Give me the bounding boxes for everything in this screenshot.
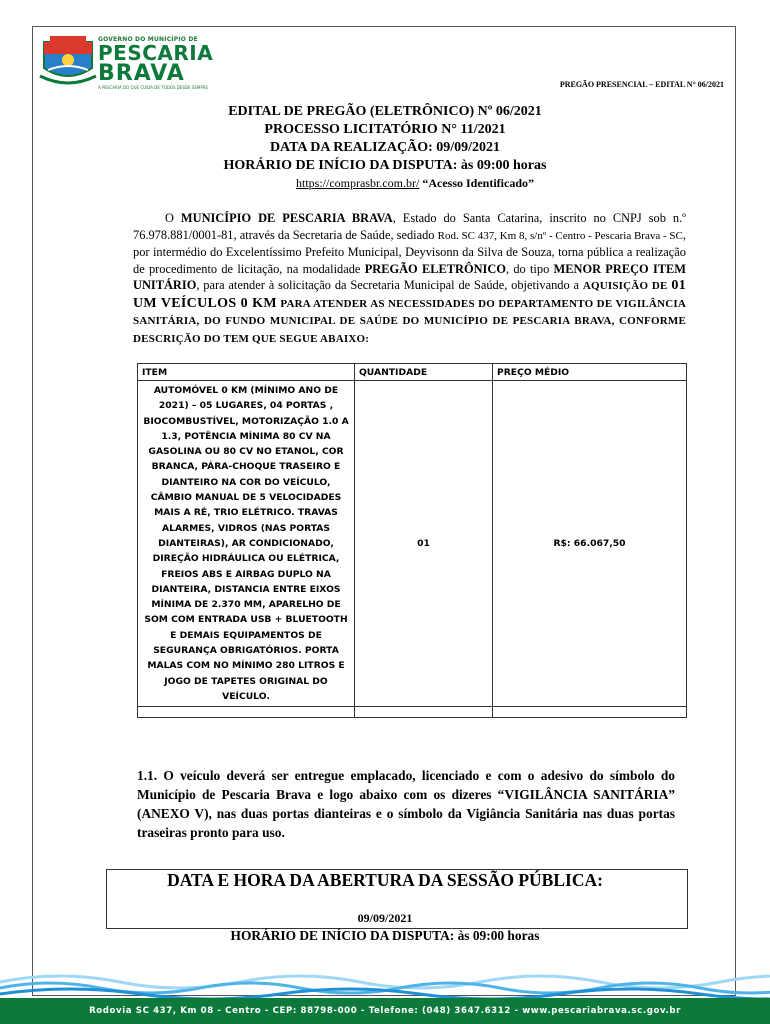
access-label: “Acesso Identificado” <box>422 176 534 190</box>
footer-contact-bar: Rodovia SC 437, Km 08 - Centro - CEP: 88798-000 - Telefone: (048) 3647.6312 - www.pescariabrava.sc.gov.br <box>0 998 770 1024</box>
para-address: Rod. SC 437, Km 8, s/nº - Centro - Pescaria Brava - SC <box>437 229 683 242</box>
document-title <box>0 103 770 191</box>
session-title: DATA E HORA DA ABERTURA DA SESSÃO PÚBLICA: <box>167 870 603 890</box>
para-modality: PREGÃO ELETRÔNICO <box>364 261 506 276</box>
logo-government-label: GOVERNO DO MUNICÍPIO DE <box>98 36 198 43</box>
para-municipality: MUNICÍPIO DE PESCARIA BRAVA <box>180 211 393 225</box>
para-vehicle: 01 UM VEÍCULOS 0 KM <box>133 278 686 311</box>
para-text: O <box>165 211 181 225</box>
para-text: , do tipo <box>505 261 554 276</box>
item-price: R$: 66.067,50 <box>493 381 687 707</box>
items-table <box>137 363 687 718</box>
para-acquisition: AQUISIÇÃO DE <box>582 280 668 292</box>
logo-name-line1: PESCARIA <box>98 41 214 65</box>
empty-cell <box>138 707 355 718</box>
logo-tagline: A PESCARIA DO QUE CUIDA DE TODOS DESDE SEMPRE <box>98 85 209 90</box>
header-note: PREGÃO PRESENCIAL – EDITAL N° 06/2021 <box>559 80 724 89</box>
para-type: MENOR PREÇO ITEM UNITÁRIO <box>133 261 686 292</box>
para-text: , por intermédio do Excelentíssimo Prefeito Municipal, Deyvisonn da Silva de Souza, torna pública a realização de procedimento de licitação, na modalidade <box>133 227 686 276</box>
empty-cell <box>493 707 687 718</box>
municipal-logo-text <box>98 36 213 90</box>
table-header-row <box>138 364 687 381</box>
header-item: ITEM <box>138 364 355 381</box>
header-quantity: QUANTIDADE <box>355 364 493 381</box>
logo-name-line2: BRAVA <box>98 61 185 86</box>
item-description: AUTOMÓVEL 0 KM (MÍNIMO ANO DE 2021) – 05 LUGARES, 04 PORTAS , BIOCOMBUSTÍVEL, MOTORIZAÇÃO 1.0 A 1.3, POTÊNCIA MÍNIMA 80 CV NA GASOLINA OU 80 CV NO ETANOL, COR BRANCA, PÁRA-CHOQUE TRASEIRO E DIANTEIRO NA COR DO VEÍCULO, CÂMBIO MANUAL DE 5 VELOCIDADES MAIS A RÉ, TRIO ELÉTRICO. TRAVAS ALARMES, VIDROS (NAS PORTAS DIANTEIRAS), AR CONDICIONADO, DIREÇÃO HIDRÁULICA OU ELÉTRICA, FREIOS ABS E AIRBAG DUPLO NA DIANTEIRA, DISTANCIA ENTRE EIXOS MÍNIMA DE 2.370 MM, APARELHO DE SOM COM ENTRADA USB + BLUETOOTH E DEMAIS EQUIPAMENTOS DE SEGURANÇA OBRIGATÓRIOS. PORTA MALAS COM NO MÍNIMO 280 LITROS E JOGO DE TAPETES ORIGINAL DO VEÍCULO. <box>138 381 355 707</box>
session-time: HORÁRIO DE INÍCIO DA DISPUTA: às 09:00 horas <box>230 928 540 943</box>
title-link-line <box>60 175 770 191</box>
table-empty-row <box>138 707 687 718</box>
intro-paragraph <box>133 210 686 347</box>
para-text: , Estado do Santa Catarina, inscrito no CNPJ sob n.º 76.978.881/0001-81, através da Secretaria de Saúde, sediado <box>133 211 687 242</box>
title-line-3: DATA DA REALIZAÇÃO: 09/09/2021 <box>269 140 501 155</box>
para-purpose: PARA ATENDER AS NECESSIDADES DO DEPARTAMENTO DE VIGILÂNCIA SANITÁRIA, DO FUNDO MUNICIPAL DE SAÚDE DO MUNICÍPIO DE PESCARIA BRAVA, CONFORME DESCRIÇÃO DO TEM QUE SEGUE ABAIXO: <box>133 297 686 345</box>
comprasbr-link[interactable]: https://comprasbr.com.br/ <box>296 176 420 190</box>
title-line-1: EDITAL DE PREGÃO (ELETRÔNICO) Nº 06/2021 <box>228 104 542 119</box>
empty-cell <box>355 707 493 718</box>
title-line-4: HORÁRIO DE INÍCIO DA DISPUTA: às 09:00 horas <box>223 158 547 173</box>
title-line-2: PROCESSO LICITATÓRIO N° 11/2021 <box>264 122 506 137</box>
clause-1-1: 1.1. O veículo deverá ser entregue emplacado, licenciado e com o adesivo do símbolo do Município de Pescaria Brava e logo abaixo com os dizeres “VIGILÂNCIA SANITÁRIA” (ANEXO V), nas duas portas dianteiras e o símbolo da Vigiância Sanitária nas duas portas traseiras pronto para uso. <box>137 768 675 840</box>
decorative-waves-icon <box>0 960 770 1000</box>
table-row <box>138 381 687 707</box>
session-date: 09/09/2021 <box>357 911 413 925</box>
item-quantity: 01 <box>355 381 493 707</box>
para-text: , para atender à solicitação da Secretaria Municipal de Saúde, objetivando a <box>196 278 583 292</box>
header-price: PREÇO MÉDIO <box>493 364 687 381</box>
